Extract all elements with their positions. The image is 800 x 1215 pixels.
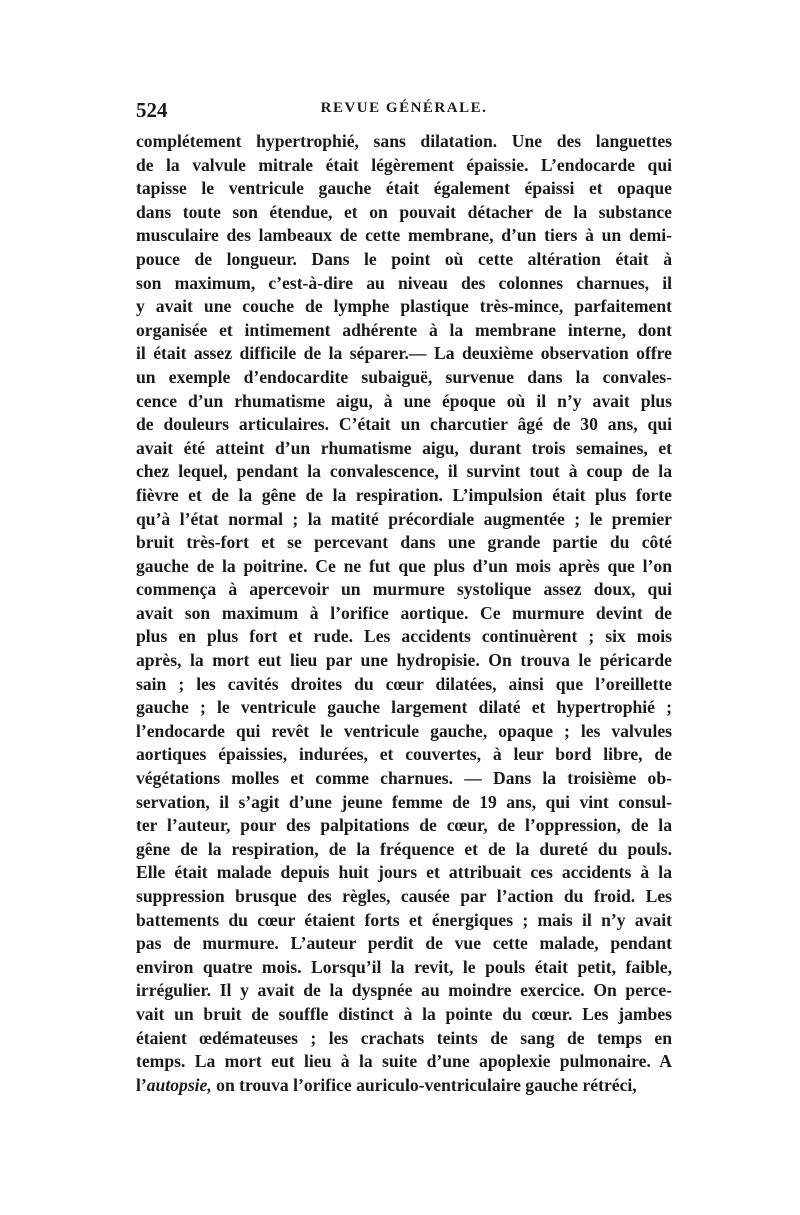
text-line: gauche ; le ventricule gauche largement dilaté et hypertrophié ; <box>136 697 672 718</box>
text-line-last <box>136 1074 672 1098</box>
text-line: il était assez difficile de la séparer.— La deuxième observation offre <box>136 343 672 364</box>
text-line: avait été atteint d’un rhumatisme aigu, durant trois semaines, et <box>136 437 672 458</box>
last-line-rest: on trouva l’orifice auriculo-ventriculaire gauche rétréci, <box>211 1074 637 1095</box>
text-line: étaient œdémateuses ; les crachats teints de sang de temps en <box>136 1027 672 1048</box>
text-line: irrégulier. Il y avait de la dyspnée au moindre exercice. On perce- <box>136 980 672 1001</box>
text-line: sain ; les cavités droites du cœur dilatées, ainsi que l’oreillette <box>136 673 672 694</box>
text-line: y avait une couche de lymphe plastique très-mince, parfaitement <box>136 296 672 317</box>
text-line: servation, il s’agit d’une jeune femme de 19 ans, qui vint consul- <box>136 791 672 812</box>
text-line: après, la mort eut lieu par une hydropisie. On trouva le péricarde <box>136 650 672 671</box>
text-line: Elle était malade depuis huit jours et attribuait ces accidents à la <box>136 862 672 883</box>
book-page <box>136 98 672 1097</box>
text-line: bruit très-fort et se percevant dans une grande partie du côté <box>136 532 672 553</box>
text-line: son maximum, c’est-à-dire au niveau des colonnes charnues, il <box>136 272 672 293</box>
text-line: gêne de la respiration, de la fréquence et de la dureté du pouls. <box>136 838 672 859</box>
text-line: un exemple d’endocardite subaiguë, survenue dans la convales- <box>136 366 672 387</box>
text-line: plus en plus fort et rude. Les accidents continuèrent ; six mois <box>136 626 672 647</box>
text-line: commença à apercevoir un murmure systolique assez doux, qui <box>136 579 672 600</box>
text-line: gauche de la poitrine. Ce ne fut que plus d’un mois après que l’on <box>136 555 672 576</box>
text-line: complétement hypertrophié, sans dilatation. Une des languettes <box>136 131 672 151</box>
text-line: pouce de longueur. Dans le point où cette altération était à <box>136 248 672 269</box>
italic-word-autopsie: autopsie, <box>146 1074 212 1095</box>
text-line: musculaire des lambeaux de cette membrane, d’un tiers à un demi- <box>136 225 672 246</box>
page-number: 524 <box>136 98 168 122</box>
text-line: de la valvule mitrale était légèrement épaissie. L’endocarde qui <box>136 154 672 175</box>
text-line: chez lequel, pendant la convalescence, il survint tout à coup de la <box>136 461 672 482</box>
body-text <box>136 130 672 1097</box>
text-line: temps. La mort eut lieu à la suite d’une apoplexie pulmonaire. A <box>136 1051 672 1072</box>
text-line: qu’à l’état normal ; la matité précordiale augmentée ; le premier <box>136 508 672 529</box>
text-line: vait un bruit de souffle distinct à la pointe du cœur. Les jambes <box>136 1003 672 1024</box>
text-line: de douleurs articulaires. C’était un charcutier âgé de 30 ans, qui <box>136 414 672 435</box>
text-line: ter l’auteur, pour des palpitations de cœur, de l’oppression, de la <box>136 815 672 836</box>
running-title: REVUE GÉNÉRALE. <box>320 100 488 116</box>
text-line: tapisse le ventricule gauche était également épaissi et opaque <box>136 178 672 199</box>
text-line: dans toute son étendue, et on pouvait détacher de la substance <box>136 201 672 222</box>
text-line: cence d’un rhumatisme aigu, à une époque où il n’y avait plus <box>136 390 672 411</box>
text-line: aortiques épaissies, indurées, et couvertes, à leur bord libre, de <box>136 744 672 765</box>
text-line: battements du cœur étaient forts et énergiques ; mais il n’y avait <box>136 909 672 930</box>
text-line: suppression brusque des règles, causée par l’action du froid. Les <box>136 886 672 906</box>
text-line: fièvre et de la gêne de la respiration. L’impulsion était plus forte <box>136 484 672 505</box>
text-line: environ quatre mois. Lorsqu’il la revit, le pouls était petit, faible, <box>136 956 672 977</box>
text-line: organisée et intimement adhérente à la membrane interne, dont <box>136 319 672 340</box>
text-line: l’endocarde qui revêt le ventricule gauche, opaque ; les valvules <box>136 720 672 741</box>
text-line: végétations molles et comme charnues. — Dans la troisième ob- <box>136 768 672 789</box>
running-head <box>136 98 672 124</box>
last-line-prefix: l’ <box>136 1074 147 1095</box>
text-line: pas de murmure. L’auteur perdit de vue cette malade, pendant <box>136 933 672 954</box>
text-line: avait son maximum à l’orifice aortique. Ce murmure devint de <box>136 602 672 623</box>
